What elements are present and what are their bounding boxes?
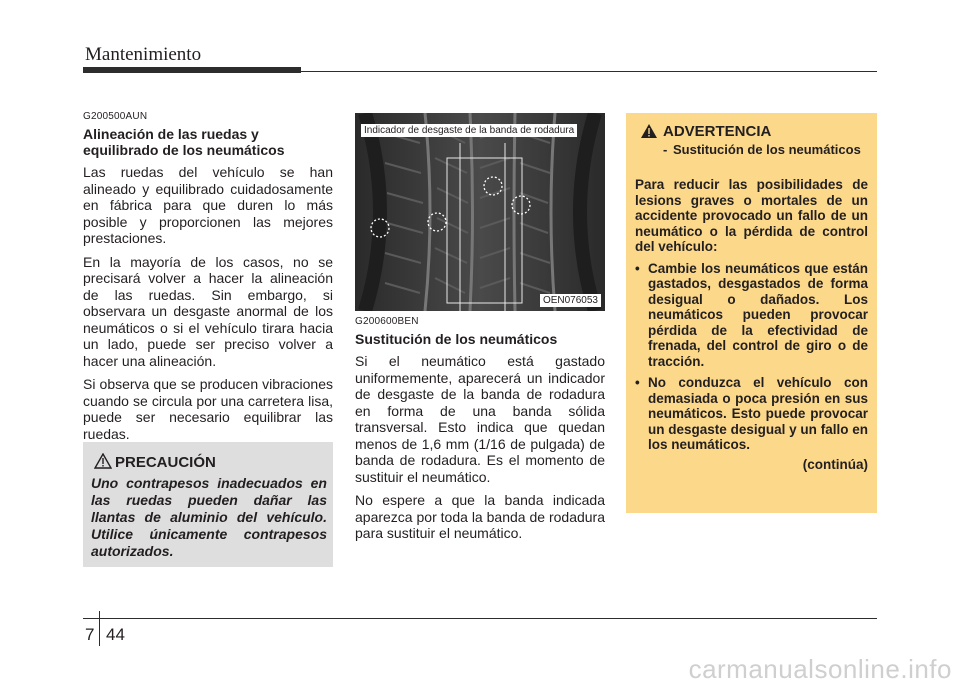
section-heading: Sustitución de los neumáticos [355,331,558,347]
section-code: G200500AUN [83,111,148,122]
warning-triangle-icon [640,123,658,139]
section-heading: Alineación de las ruedas y equilibrado de los neumáticos [83,126,285,158]
paragraph: Si el neumático está gastado uniformemente, aparecerá un indicador de desgaste de la banda de rodadura en forma de una banda sólida transversal. Esto indica que quedan menos de 1,6 mm (1/16 de pulgada) de banda de rodadura. Es el momento de sustituir el neumático. [355,353,605,485]
section-code: G200600BEN [355,316,419,327]
caution-title: PRECAUCIÓN [115,454,216,471]
paragraph: Las ruedas del vehículo se han alineado y equilibrado cuidadosamente en fábrica para que duren lo más posible y proporcionen las mejores prestaciones. [83,164,333,246]
warning-title: ADVERTENCIA [663,123,772,140]
paragraph: Si observa que se producen vibraciones cuando se circula por una carretera lisa, puede ser necesario equilibrar las ruedas. [83,376,333,442]
warning-subtitle-text: Sustitución de los neumáticos [673,142,861,157]
watermark: carmanualsonline.info [688,654,952,684]
left-column [83,111,333,449]
warning-box [626,113,877,513]
list-item [635,261,868,370]
list-item [635,375,868,453]
caution-box [83,442,333,567]
figure-code: OEN076053 [540,294,601,307]
footer-rule [83,618,877,619]
continued-label: (continúa) [802,456,868,472]
header-rule [83,71,877,72]
chapter-number: 7 [85,625,95,644]
figure-label: Indicador de desgaste de la banda de rodadura [361,124,577,137]
page-number: 44 [106,625,125,644]
middle-column [355,316,605,549]
paragraph: En la mayoría de los casos, no se precisará volver a hacer la alineación de las ruedas. Sin embargo, si observara un desgaste anormal de los neumáticos o si el vehículo tirara hacia un lado, puede ser preciso volver a hacer una alineación. [83,253,333,369]
section-title: Mantenimiento [85,44,202,65]
list-item-text: No conduzca el vehículo con demasiada o poca presión en sus neumáticos. Esto puede provocar un desgaste desigual y un fallo en los neumáticos. [648,375,868,452]
paragraph: No espere a que la banda indicada aparezca por toda la banda de rodadura para sustituir el neumático. [355,492,605,541]
warning-body [635,177,868,472]
tire-tread-illustration [355,113,605,311]
warning-triangle-icon [94,453,112,469]
tire-tread-figure [355,113,605,311]
header-bar [83,67,301,73]
caution-text: Uno contrapesos inadecuados en las ruedas pueden dañar las llantas de aluminio del vehículo. Utilice únicamente contrapesos autorizados. [91,475,327,559]
warning-list [635,261,868,453]
list-item-text: Cambie los neumáticos que están gastados, desgastados de forma desigual o dañados. Los neumáticos pueden provocar pérdida de la efectividad de frenada, del control de giro o de tracción. [648,260,868,369]
footer-divider [99,611,100,646]
bullet: • [635,375,640,390]
warning-subtitle-dash: - [663,142,668,157]
warning-subtitle [663,142,873,157]
warning-intro: Para reducir las posibilidades de lesions graves o mortales de un accidente provocado un fallo de un neumático o la pérdida de control del vehículo: [635,177,868,254]
bullet: • [635,260,640,276]
